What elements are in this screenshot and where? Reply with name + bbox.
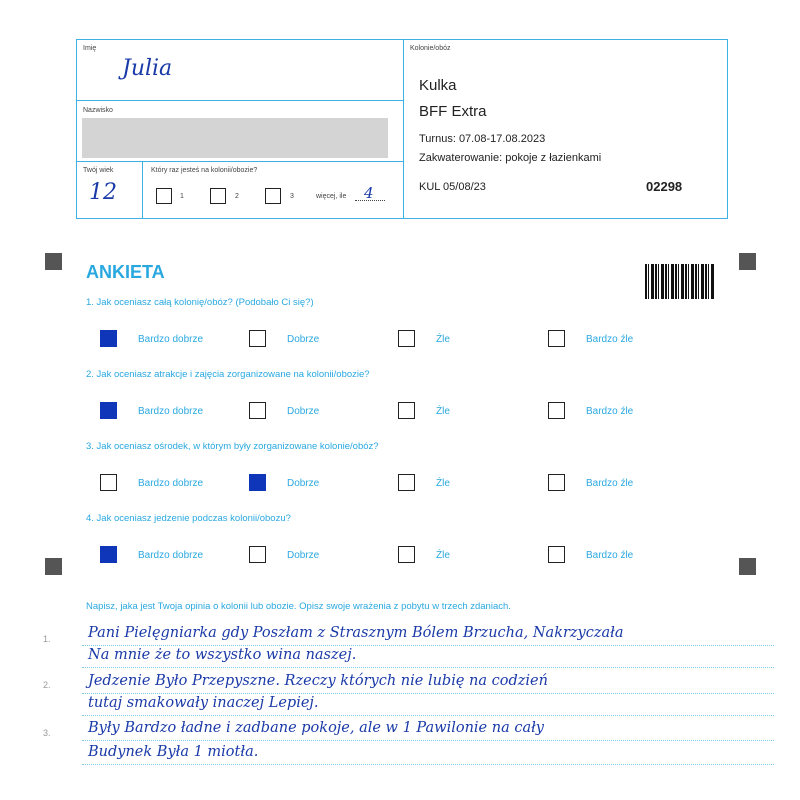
handwritten-answer: Budynek Była 1 miotła.	[88, 744, 259, 760]
barcode	[645, 264, 715, 299]
answer-label: Źle	[436, 550, 450, 561]
question-text: 3. Jak oceniasz ośrodek, w którym były zorganizowane kolonie/obóz?	[86, 441, 379, 452]
turnus: Turnus: 07.08-17.08.2023	[419, 133, 546, 145]
answer-checkbox[interactable]	[398, 402, 415, 419]
answer-checkbox[interactable]	[548, 546, 565, 563]
answer-checkbox[interactable]	[398, 546, 415, 563]
answer-label: Bardzo źle	[586, 550, 634, 561]
divider	[142, 161, 143, 219]
imie-value: Julia	[122, 56, 173, 81]
redacted-surname	[82, 118, 388, 158]
answer-checkbox[interactable]	[100, 330, 117, 347]
answer-checkbox[interactable]	[249, 546, 266, 563]
answer-label: Źle	[436, 478, 450, 489]
answer-checkbox[interactable]	[398, 330, 415, 347]
form-number: 02298	[646, 179, 683, 194]
visit-3-checkbox[interactable]	[265, 188, 281, 204]
handwritten-answer: Jedzenie Było Przepyszne. Rzeczy których nie lubię na codzień	[88, 673, 548, 689]
answer-label: Dobrze	[287, 334, 320, 345]
answer-checkbox[interactable]	[100, 402, 117, 419]
imie-label: Imię	[83, 45, 97, 52]
answer-checkbox[interactable]	[100, 546, 117, 563]
answer-checkbox[interactable]	[548, 402, 565, 419]
question-text: 4. Jak oceniasz jedzenie podczas kolonii/obozu?	[86, 513, 291, 524]
writing-line	[82, 715, 774, 716]
camp-code: KUL 05/08/23	[419, 181, 486, 193]
answer-label: Bardzo dobrze	[138, 406, 204, 417]
registration-mark	[739, 558, 756, 575]
answer-label: Bardzo dobrze	[138, 478, 204, 489]
nazwisko-label: Nazwisko	[83, 107, 113, 114]
visit-1-checkbox[interactable]	[156, 188, 172, 204]
answer-label: Dobrze	[287, 478, 320, 489]
handwritten-answer: Na mnie że to wszystko wina naszej.	[88, 647, 357, 663]
handwritten-answer: Były Bardzo ładne i zadbane pokoje, ale w 1 Pawilonie na cały	[88, 720, 544, 736]
camp-name: Kulka	[419, 77, 457, 94]
handwritten-answer: tutaj smakowały inaczej Lepiej.	[88, 695, 319, 711]
question-text: 1. Jak oceniasz całą kolonię/obóz? (Podobało Ci się?)	[86, 297, 314, 308]
answer-checkbox[interactable]	[100, 474, 117, 491]
answer-checkbox[interactable]	[398, 474, 415, 491]
writing-line	[82, 645, 774, 646]
question-text: 2. Jak oceniasz atrakcje i zajęcia zorganizowane na kolonii/obozie?	[86, 369, 370, 380]
writing-line	[82, 693, 774, 694]
opinion-prompt: Napisz, jaka jest Twoja opinia o kolonii lub obozie. Opisz swoje wrażenia z pobytu w trzech zdaniach.	[86, 601, 511, 612]
survey-title: ANKIETA	[86, 262, 165, 282]
visit-2-checkbox[interactable]	[210, 188, 226, 204]
handwritten-answer: Pani Pielęgniarka gdy Poszłam z Strasznym Bólem Brzucha, Nakrzyczała	[88, 625, 624, 641]
answer-label: Dobrze	[287, 550, 320, 561]
answer-label: Bardzo źle	[586, 334, 634, 345]
answer-checkbox[interactable]	[249, 330, 266, 347]
camp-program: BFF Extra	[419, 103, 487, 120]
line-number: 2.	[43, 680, 51, 690]
writing-line	[82, 740, 774, 741]
answer-label: Źle	[436, 406, 450, 417]
writing-line	[82, 667, 774, 668]
visit-2-label: 2	[235, 193, 239, 200]
answer-label: Dobrze	[287, 406, 320, 417]
ktory-raz-label: Który raz jesteś na kolonii/obozie?	[151, 167, 258, 174]
wiek-value: 12	[89, 180, 117, 205]
wiecej-value: 4	[364, 184, 374, 202]
kolonie-label: Kolonie/obóz	[410, 45, 451, 52]
answer-label: Bardzo dobrze	[138, 334, 204, 345]
wiecej-label: więcej, ile	[316, 193, 347, 200]
answer-checkbox[interactable]	[548, 330, 565, 347]
answer-label: Źle	[436, 334, 450, 345]
answer-checkbox[interactable]	[548, 474, 565, 491]
registration-mark	[45, 253, 62, 270]
wiek-label: Twój wiek	[83, 167, 114, 174]
registration-mark	[739, 253, 756, 270]
line-number: 3.	[43, 728, 51, 738]
registration-mark	[45, 558, 62, 575]
answer-label: Bardzo dobrze	[138, 550, 204, 561]
answer-label: Bardzo źle	[586, 478, 634, 489]
line-number: 1.	[43, 634, 51, 644]
answer-label: Bardzo źle	[586, 406, 634, 417]
visit-1-label: 1	[180, 193, 184, 200]
visit-3-label: 3	[290, 193, 294, 200]
divider	[76, 161, 404, 162]
zakwaterowanie: Zakwaterowanie: pokoje z łazienkami	[419, 152, 602, 164]
writing-line	[82, 764, 774, 765]
divider	[76, 100, 404, 101]
answer-checkbox[interactable]	[249, 474, 266, 491]
answer-checkbox[interactable]	[249, 402, 266, 419]
